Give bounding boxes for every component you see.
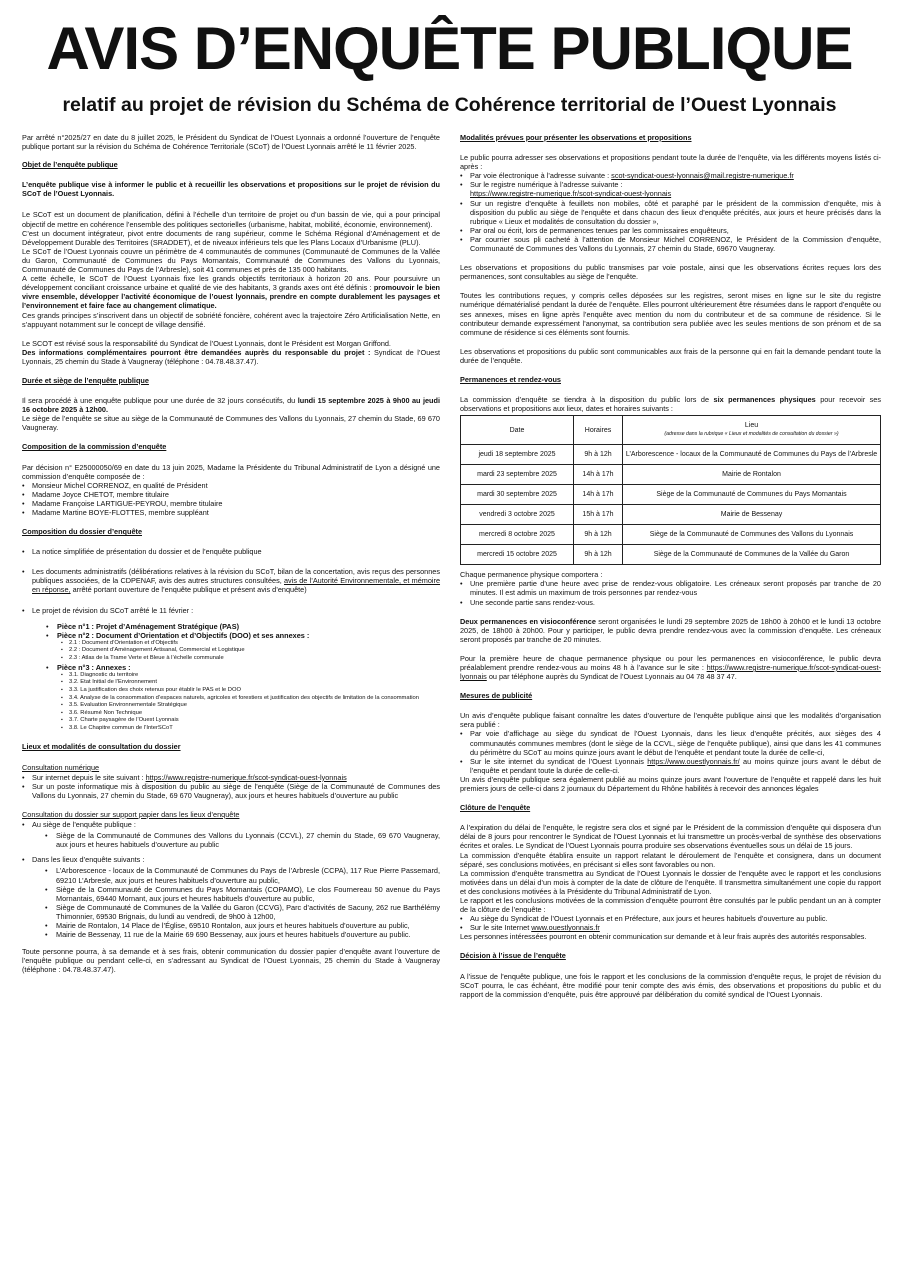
cell-date: mardi 23 septembre 2025 (461, 465, 574, 485)
decision-paragraph: A l’issue de l’enquête publique, une fois le rapport et les conclusions de la commission d’enquête reçus, le projet de révision du SCoT pourra, le cas échéant, être modifié pour tenir compte des avis émis, des observations et propositions du public et du rapport de la commission d’enquête, puis être approuvé par délibération du comité syndical de l’Ouest Lyonnais. (460, 971, 881, 999)
list-item: • Siège de la Communauté de Communes du Pays Mornantais (COPAMO), Le clos Fournereau 50 avenue du Pays Mornantais, 69440 Mornant, aux jours et heures habituels d’ouverture au public, (56, 885, 440, 903)
list-item: • Sur le site Internet www.ouestlyonnais.fr (470, 923, 881, 932)
list-item: • Sur un registre d’enquête à feuillets non mobiles, côté et paraphé par le président de la commission d’enquête, mis à disposition du public au siège de l’enquête et dans chacun des lieux d’enquête précités, aux jours et heure précisés dans la rubrique « Lieux et modalités de consultation du dossier », (470, 199, 881, 226)
doc-item: ▪ 3.4. Analyse de la consommation d’espaces naturels, agricoles et forestiers et justification des objectifs de limitation de la consommation (69, 695, 440, 703)
list-item: • Par voie électronique à l’adresse suivante : scot-syndicat-ouest-lyonnais@mail.registre-numerique.fr (470, 171, 881, 180)
modalites-list (460, 171, 881, 253)
right-column (460, 133, 881, 1006)
cell-lieu: L’Arborescence - locaux de la Communauté de Communes du Pays de l’Arbresle (623, 445, 881, 465)
section-heading-decision: Décision à l’issue de l’enquête (460, 951, 566, 961)
table-row (461, 545, 881, 565)
list-item: • Siège de la Communauté de Communes des Vallons du Lyonnais (CCVL), 27 chemin du Stade, 69 670 Vaugneray, aux jours et heures habituels d’ouverture au public (56, 831, 440, 849)
permanences-intro: La commission d’enquête se tiendra à la disposition du public lors de six permanences physiques pour recevoir ses observations et propositions aux lieux, dates et horaires suivants : (460, 395, 882, 414)
permanences-table (460, 415, 881, 565)
list-item: • Par voie d’affichage au siège du syndicat de l’Ouest Lyonnais, dans les lieux d’enquête précités, aux sièges des 4 communautés communes membres (dont le siège de la CCVL, siège de l’enquête publique), ainsi que dans les 41 communes du périmètre du SCoT au moins quinze jours avant le début de l’enquête et pendant toute la durée de celle-ci, (470, 729, 881, 756)
left-column (22, 133, 440, 981)
commission-paragraph: Par décision n° E25000050/69 en date du 13 juin 2025, Madame la Présidente du Tribunal Administratif de Lyon a désigné une commission d’enquête composée de : (22, 462, 440, 481)
cell-date: mardi 30 septembre 2025 (461, 485, 574, 505)
list-item: • Monsieur Michel CORRENOZ, en qualité de Président (32, 481, 440, 490)
cell-horaires: 9h à 12h (574, 445, 623, 465)
piece-item: • Pièce n°2 : Document d’Orientation et d’Objectifs (DOO) et ses annexes : ▪ 2.1 : Document d’Orientation et d’Objectifs ▪ 2.2 : Document d’Aménagement Artisanal, Commercial et Logistique ▪ 2.3 : Atlas de la Trame Verte et Bleue à l’échelle communale (57, 631, 440, 663)
modalites-paragraph: Les observations et propositions du public transmises par voie postale, ainsi que les observations écrites reçues lors des permanences, sont consultables au siège de l’enquête. (460, 263, 881, 282)
modalites-paragraph: Les observations et propositions du public sont communicables aux frais de la personne qui en fait la demande pendant toute la durée de l’enquête. (460, 346, 881, 365)
rdv-paragraph: Pour la première heure de chaque permanence physique ou pour les permanences en visioconférence, le public devra préalablement prendre rendez-vous au moins 48 h à l’avance sur le site : https://www.registre-numerique.fr/scot-syndicat-ouest-lyonnais ou par téléphone auprès du Syndicat de l’Ouest Lyonnais au 04 78 48 37 47. (460, 653, 881, 682)
registre-numerique-link[interactable]: https://www.registre-numerique.fr/scot-syndicat-ouest-lyonnais (460, 663, 881, 682)
doc-item: ▪ 3.5. Evaluation Environnementale Stratégique (69, 702, 440, 710)
list-item: • Les documents administratifs (délibérations relatives à la révision du SCoT, bilan de la concertation, avis reçus des personnes publiques associées, de la CDPENAF, avis des autres structures consultées, avis de l’Autorité Environnementale, et mémoire en réponse, arrêté portant ouverture de l’enquête publique et présent avis d’enquête) (32, 567, 440, 594)
objet-paragraph: Le SCoT est un document de planification, défini à l’échelle d’un territoire de projet ou d’un bassin de vie, qui a pour principal objectif de mettre en cohérence l’ensemble des politiques sectorielles (urbanisme, habitat, mobilité, économie, environnement). (22, 210, 440, 229)
registre-numerique-link[interactable]: https://www.registre-numerique.fr/scot-syndicat-ouest-lyonnais (145, 772, 347, 782)
list-item: • Madame Françoise LARTIGUE-PEYROU, membre titulaire (32, 499, 440, 508)
piece-item: • Pièce n°1 : Projet d’Aménagement Stratégique (PAS) (57, 622, 440, 631)
column-header-lieu: Lieu (adresse dans la rubrique « Lieux et modalités de consultation du dossier ») (623, 416, 881, 445)
permanences-list (460, 579, 881, 606)
cloture-paragraph: La commission d’enquête établira ensuite un rapport relatant le déroulement de l’enquête et consignera, dans un document séparé, ses conclusions motivées, en précisant si elles sont favorables ou non. (460, 850, 881, 869)
publicite-intro: Un avis d’enquête publique faisant connaître les dates d’ouverture de l’enquête publique ainsi que les modalités d’organisation sera publié : (460, 711, 881, 730)
list-item: • Mairie de Rontalon, 14 Place de l’Église, 69510 Rontalon, aux jours et heures habituels d’ouverture au public, (56, 921, 440, 930)
cloture-paragraph: Le rapport et les conclusions motivées de la commission d’enquête pourront être consultés par le public pendant un an à compter de la clôture de l’enquête : (460, 895, 881, 915)
consultation-papier-list (22, 820, 440, 939)
consultation-final-paragraph: Toute personne pourra, à sa demande et à ses frais, obtenir communication du dossier papier d’enquête avant l’ouverture de l’enquête publique ou pendant celle-ci, en s’adressant au Syndicat de l’Ouest Lyonnais, 25 chemin du Stade à Vaugneray (téléphone : 04.78.48.37.47). (22, 947, 440, 975)
list-item: • Madame Joyce CHETOT, membre titulaire (32, 490, 440, 499)
page-title: AVIS D’ENQUÊTE PUBLIQUE (46, 15, 853, 82)
ouestlyonnais-link[interactable]: www.ouestlyonnais.fr (531, 923, 600, 933)
pieces-list (22, 622, 440, 733)
permanences-after: Chaque permanence physique comportera : (460, 570, 603, 580)
doc-item: ▪ 2.2 : Document d’Aménagement Artisanal, Commercial et Logistique (69, 647, 440, 655)
list-item: • Dans les lieux d’enquête suivants : • L’Arborescence - locaux de la Communauté de Communes du Pays de l’Arbresle (CCPA), 117 Rue Pierre Passemard, 69210 L’Arbresle, aux jours et heures habituels d’ouverture au public, • Siège de la Communauté de Communes du Pays Mornantais (COPAMO), Le clos Fournereau 50 avenue du Pays Mornantais, 69440 Mornant, aux jours et heures habituels d’ouverture au public, • Siège de Communauté de Communes de la Vallée du Garon (CCVG), Parc d’activités de Sacuny, 262 rue Barthélémy Thimonnier, 69530 Brignais, du lundi au vendredi, de 9h00 à 12h00, • Mairie de Rontalon, 14 Place de l’Église, 69510 Rontalon, aux jours et heures habituels d’ouverture au public, • Mairie de Bessenay, 11 rue de la Mairie 69 690 Bessenay, aux jours et heures habituels d’ouverture au public. (32, 855, 440, 939)
registre-numerique-link[interactable]: https://www.registre-numerique.fr/scot-syndicat-ouest-lyonnais (470, 189, 672, 199)
section-heading-permanences: Permanences et rendez-vous (460, 374, 561, 384)
section-heading-modalites: Modalités prévues pour présenter les observations et propositions (460, 133, 692, 142)
list-item: • Madame Martine BOYE-FLOTTES, membre suppléant (32, 508, 440, 517)
list-item: • Mairie de Bessenay, 11 rue de la Mairie 69 690 Bessenay, aux jours et heures habituels d’ouverture au public. (56, 930, 440, 939)
list-item: • Sur le site internet du syndicat de l’Ouest Lyonnais https://www.ouestlyonnais.fr/ au moins quinze jours avant le début de l’enquête et pendant toute la durée de celle-ci. (470, 757, 881, 775)
list-item: • Au siège de l’enquête publique : • Siège de la Communauté de Communes des Vallons du Lyonnais (CCVL), 27 chemin du Stade, 69 670 Vaugneray, aux jours et heures habituels d’ouverture au public (32, 820, 440, 849)
list-item: • Au siège du Syndicat de l’Ouest Lyonnais et en Préfecture, aux jours et heures habituels d’ouverture au public. (470, 914, 881, 923)
subheading-consultation-numerique: Consultation numérique (22, 762, 100, 772)
cell-lieu: Mairie de Rontalon (623, 465, 881, 485)
commission-members-list (22, 481, 440, 517)
objet-paragraph: Le SCoT de l’Ouest Lyonnais couvre un périmètre de 4 communautés de communes (Communauté de Communes de la Vallée du Garon, Communauté de Communes du Pays Mornantais, Communauté de Communes des Vallons du Lyonnais, Communauté de Communes du Pays de l’Arbresle), soit 41 communes et près de 135 000 habitants. (22, 246, 440, 275)
list-item: • Sur un poste informatique mis à disposition du public au siège de l’enquête (Siège de la Communauté de Communes des Vallons du Lyonnais, 27 chemin du Stade, 69 670 Vaugneray), aux jours et heures habituels d’ouverture au public (32, 782, 440, 800)
cloture-paragraph: Les personnes intéressées pourront en obtenir communication sur demande et à leur frais auprès des autorités responsables. (460, 932, 867, 942)
contact-paragraph: Des informations complémentaires pourront être demandées auprès du responsable du projet : Syndicat de l’Ouest Lyonnais, 25 chemin du Stade à Vaugneray (téléphone : 04.78.48.37.47). (22, 347, 440, 366)
dossier-list (22, 547, 440, 614)
objet-paragraph: A cette échelle, le SCoT de l’Ouest Lyonnais fixe les grands objectifs territoriaux à horizon 20 ans. Pour poursuivre un développement conciliant croissance urbaine et qualité de vie des habitants, 3 grands axes ont été définis : promouvoir le bien vivre ensemble, développer l’activité économique de l’ouest lyonnais, prendre en compte durablement les paysages et l’environnement et faire face au changement climatique. (22, 274, 440, 311)
cell-horaires: 14h à 17h (574, 465, 623, 485)
publicite-paragraph: Un avis d’enquête publique sera également publié au moins quinze jours avant l’ouverture de l’enquête et rappelé dans les huit premiers jours de celle-ci dans 2 journaux du Département du Rhône habilités à recevoir des annonces légales (460, 774, 881, 794)
objet-paragraph: C’est un document intégrateur, pivot entre documents de rang supérieur, comme le Schéma Régional d’Aménagement et de Développement Durable des Territoires (SRADDET), et de niveaux inférieurs tels que les Plans Locaux d’Urbanisme (PLU). (22, 228, 440, 247)
publicite-list (460, 729, 881, 774)
siege-list (32, 831, 440, 849)
section-heading-commission: Composition de la commission d’enquête (22, 442, 167, 452)
piece-docs-list (57, 640, 440, 663)
table-row (461, 485, 881, 505)
cell-horaires: 9h à 12h (574, 545, 623, 565)
piece-docs-list (57, 672, 440, 733)
doc-item: ▪ 2.1 : Document d’Orientation et d’Objectifs (69, 640, 440, 648)
section-heading-objet: Objet de l’enquête publique (22, 160, 118, 170)
modalites-paragraph: Toutes les contributions reçues, y compris celles déposées sur les registres, seront mises en ligne sur le site du registre numérique dématérialisé pendant la durée de l’enquête. Elles pourront ultérieurement être résumées dans le rapport d’enquête ou ses annexes, mises en ligne après l’enquête avec mention du nom du contributeur et de sa commune de résidence. Si le contributeur demande expressément l’anonymat, sa contribution sera publiée avec les seules mentions de son prénom et de sa commune de résidence si ces éléments sont fournis. (460, 291, 881, 337)
cell-horaires: 14h à 17h (574, 485, 623, 505)
cell-date: jeudi 18 septembre 2025 (461, 445, 574, 465)
list-item: • Le projet de révision du SCoT arrêté le 11 février : (32, 606, 440, 615)
list-item: • Une seconde partie sans rendez-vous. (470, 598, 881, 607)
doc-item: ▪ 3.3. La justification des choix retenus pour établir le PAS et le DOO (69, 687, 440, 695)
piece-item: • Pièce n°3 : Annexes : ▪ 3.1. Diagnostic du territoire ▪ 3.2. Etat Initial de l’Environnement ▪ 3.3. La justification des choix retenus pour établir le PAS et le DOO ▪ 3.4. Analyse de la consommation d’espaces naturels, agricoles et forestiers et justification des objectifs de limitation de la consommation ▪ 3.5. Evaluation Environnementale Stratégique ▪ 3.6. Résumé Non Technique ▪ 3.7. Charte paysagère de l’Ouest Lyonnais ▪ 3.8. Le Chapitre commun de l’InterSCoT (57, 663, 440, 733)
cell-date: mercredi 8 octobre 2025 (461, 525, 574, 545)
list-item: • Siège de Communauté de Communes de la Vallée du Garon (CCVG), Parc d’activités de Sacuny, 262 rue Barthélémy Thimonnier, 69530 Brignais, du lundi au vendredi, de 9h00 à 12h00, (56, 903, 440, 921)
cloture-list (460, 914, 881, 932)
lieux-list (32, 866, 440, 939)
cell-horaires: 9h à 12h (574, 525, 623, 545)
visio-paragraph: Deux permanences en visioconférence seront organisées le lundi 29 septembre 2025 de 18h00 à 20h00 et le lundi 13 octobre 2025, de 18h00 à 20h00. Pour y participer, le public devra prendre rendez-vous avec la commission d’enquête. Les créneaux seront proposés par tranche de 20 minutes. (460, 616, 881, 644)
table-row (461, 505, 881, 525)
section-heading-publicite: Mesures de publicité (460, 691, 533, 701)
column-header-date: Date (461, 416, 574, 445)
cell-lieu: Mairie de Bessenay (623, 505, 881, 525)
modalites-intro: Le public pourra adresser ses observations et propositions pendant toute la durée de l’enquête, via les différents moyens listés ci-après : (460, 153, 881, 172)
consultation-numerique-list (22, 773, 440, 800)
cell-date: mercredi 15 octobre 2025 (461, 545, 574, 565)
list-item: • Une première partie d’une heure avec prise de rendez-vous obligatoire. Les créneaux seront proposés par tranche de 20 minutes. Il est admis un maximum de trois personnes par rendez-vous (470, 579, 881, 597)
table-header-row (461, 416, 881, 445)
duree-paragraph: Le siège de l’enquête se situe au siège de la Communauté de Communes des Vallons du Lyonnais, 27 chemin du Stade, 69 670 Vaugneray. (22, 414, 440, 433)
table-row (461, 465, 881, 485)
table-row (461, 525, 881, 545)
intro-paragraph: Par arrêté n°2025/27 en date du 8 juillet 2025, le Président du Syndicat de l’Ouest Lyonnais a ordonné l’ouverture de l’enquête publique portant sur la révision du Schéma de Cohérence Territoriale (SCoT) de l’Ouest Lyonnais arrêté le 11 février 2025. (22, 133, 440, 152)
list-item: • La notice simplifiée de présentation du dossier et de l’enquête publique (32, 547, 440, 556)
doc-item: ▪ 2.3 : Atlas de la Trame Verte et Bleue à l’échelle communale (69, 655, 440, 663)
list-item: • Par courrier sous pli cacheté à l’attention de Monsieur Michel CORRENOZ, le Président de la Commission d’enquête, Communauté de Communes des Vallons du Lyonnais, 27 chemin du Stade, 69670 Vaugneray. (470, 235, 881, 253)
doc-item: ▪ 3.7. Charte paysagère de l’Ouest Lyonnais (69, 717, 440, 725)
cell-date: vendredi 3 octobre 2025 (461, 505, 574, 525)
ouestlyonnais-link[interactable]: https://www.ouestlyonnais.fr/ (647, 756, 740, 766)
cell-lieu: Siège de la Communauté de Communes des Vallons du Lyonnais (623, 525, 881, 545)
cloture-paragraph: A l’expiration du délai de l’enquête, le registre sera clos et signé par le Président de la commission d’enquête qui disposera d’un délai de 8 jours pour rencontrer le Syndicat de l’Ouest Lyonnais et lui transmettre un procès-verbal de synthèse des observations écrites et orales. Le Syndicat de l’Ouest Lyonnais pourra produire ses observations éventuelles sous un délai de 15 jours. (460, 823, 881, 851)
objet-paragraph: Ces grands principes s’inscrivent dans un objectif de sobriété foncière, cohérent avec la trajectoire Zéro Artificialisation Nette, en s’appuyant notamment sur le concept de village densifié. (22, 310, 440, 329)
objet-paragraph: Le SCOT est révisé sous la responsabilité du Syndicat de l’Ouest Lyonnais, dont le Président est Morgan Griffond. (22, 338, 391, 348)
list-item: • Sur internet depuis le site suivant : https://www.registre-numerique.fr/scot-syndicat-ouest-lyonnais (32, 773, 440, 782)
table-row (461, 445, 881, 465)
subheading-consultation-papier: Consultation du dossier sur support papier dans les lieux d’enquête (22, 809, 240, 819)
objet-lead: L’enquête publique vise à informer le public et à recueillir les observations et propositions sur le projet de révision du SCoT de l’Ouest Lyonnais. (22, 180, 440, 199)
email-link[interactable]: scot-syndicat-ouest-lyonnais@mail.registre-numerique.fr (611, 171, 794, 181)
section-heading-cloture: Clôture de l’enquête (460, 803, 531, 813)
doc-item: ▪ 3.1. Diagnostic du territoire (69, 672, 440, 680)
duree-paragraph: Il sera procédé à une enquête publique pour une durée de 32 jours consécutifs, du lundi 15 septembre 2025 à 9h00 au jeudi 16 octobre 2025 à 12h00. (22, 396, 440, 415)
cell-lieu: Siège de la Communauté de Communes de la Vallée du Garon (623, 545, 881, 565)
section-heading-dossier: Composition du dossier d’enquête (22, 527, 142, 537)
doc-item: ▪ 3.6. Résumé Non Technique (69, 710, 440, 718)
doc-item: ▪ 3.2. Etat Initial de l’Environnement (69, 679, 440, 687)
section-heading-duree: Durée et siège de l’enquête publique (22, 375, 149, 385)
list-item: • L’Arborescence - locaux de la Communauté de Communes du Pays de l’Arbresle (CCPA), 117 Rue Pierre Passemard, 69210 L’Arbresle, aux jours et heures habituels d’ouverture au public, (56, 866, 440, 884)
cell-horaires: 15h à 17h (574, 505, 623, 525)
column-header-horaires: Horaires (574, 416, 623, 445)
cell-lieu: Siège de la Communauté de Communes du Pays Mornantais (623, 485, 881, 505)
autorite-environnementale-link[interactable]: avis de l’Autorité Environnementale, et mémoire en réponse, (32, 576, 441, 595)
section-heading-lieux: Lieux et modalités de consultation du dossier (22, 742, 181, 752)
page-subtitle: relatif au projet de révision du Schéma de Cohérence territorial de l’Ouest Lyonnais (62, 94, 837, 116)
list-item: • Sur le registre numérique à l’adresse suivante : https://www.registre-numerique.fr/scot-syndicat-ouest-lyonnais (470, 180, 881, 198)
list-item: • Par oral ou écrit, lors de permanences tenues par les commissaires enquêteurs, (470, 226, 881, 235)
doc-item: ▪ 3.8. Le Chapitre commun de l’InterSCoT (69, 725, 440, 733)
cloture-paragraph: La commission d’enquête transmettra au Syndicat de l’Ouest Lyonnais le dossier de l’enquête avec le rapport et les conclusions motivées dans un délai d’un mois à compter de la date de clôture de l’enquête. Il transmettra simultanément une copie du rapport et des conclusions motivées à la Présidente du Tribunal Administratif de Lyon. (460, 868, 881, 896)
